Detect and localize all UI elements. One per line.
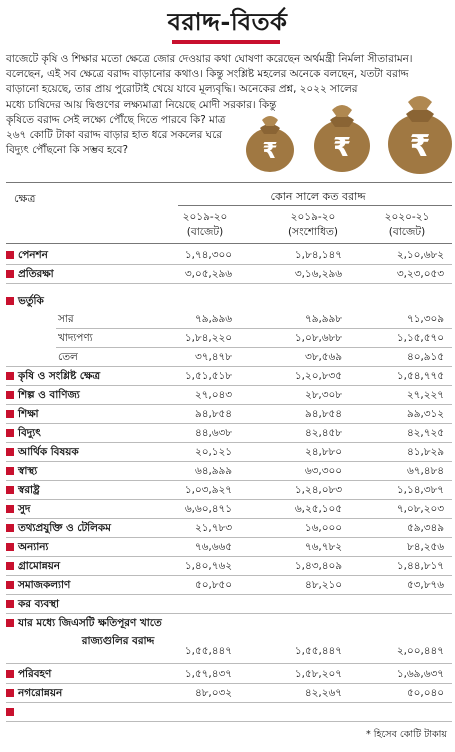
row-value: ৫০,০৪০	[406, 687, 444, 699]
row-value: ১,৪৪,৮১৭	[396, 560, 444, 572]
row-value: ১,৫৭,৪৩৭	[184, 668, 232, 680]
row-label: পরিবহণ	[18, 668, 52, 680]
row-value: ১,০৮,৬৮৮	[294, 332, 342, 344]
row-bullet	[6, 581, 14, 589]
row-value: ১,৮৪,১৪৭	[294, 249, 342, 261]
table-row	[0, 595, 455, 614]
row-value: ২৪,৮৮০	[304, 446, 342, 458]
row-bullet	[6, 251, 14, 259]
row-label: সার	[58, 313, 74, 325]
row-value: ৭৯,৯৯৮	[304, 313, 342, 325]
row-bullet	[6, 505, 14, 513]
row-value: ২০,১২১	[194, 446, 232, 458]
page-title: বরাদ্দ-বিতর্ক	[167, 7, 288, 36]
rupee-glyph: ₹	[332, 133, 352, 163]
row-label: খাদ্যপণ্য	[58, 332, 93, 344]
row-value: ৬৩,৩০০	[304, 465, 342, 477]
table-row	[0, 405, 455, 424]
row-value: ৫০,৮৫০	[194, 579, 232, 591]
row-bullet	[6, 562, 14, 570]
row-value: ১,৮৪,২২০	[184, 332, 232, 344]
row-value: ২৭,২২৭	[406, 389, 444, 401]
row-value: ৪২,৪৫৮	[304, 427, 342, 439]
intro-line: বাড়ানো হয়েছে, তার প্রায় পুরোটাই খেয়ে যাবে মূল্যবৃদ্ধি। অনেকের প্রশ্ন, ২০২২ সালের	[6, 83, 358, 96]
money-bag-icon	[312, 94, 372, 172]
row-bullet	[6, 689, 14, 697]
row-bullet	[6, 486, 14, 494]
allocation-group-header: কোন সালে কত বরাদ্দ	[270, 190, 366, 203]
row-label: সমাজকল্যাণ	[18, 579, 71, 591]
row-bullet	[6, 670, 14, 678]
table-row	[0, 386, 455, 405]
table-row	[0, 614, 455, 633]
table-row	[0, 265, 455, 284]
row-label: রাজ্যগুলির বরাদ্দ	[81, 635, 155, 647]
row-value: ৭৯,৯৯৬	[194, 313, 232, 325]
row-value: ৩,২৩,০৫৩	[396, 268, 444, 280]
row-value: ১,২৪,০৮৩	[294, 484, 342, 496]
row-value: ২,১০,৬৮২	[396, 249, 444, 261]
row-bullet	[6, 429, 14, 437]
row-value: ১,০৩,৯২৭	[184, 484, 232, 496]
row-value: ৩,১৬,২৯৬	[294, 268, 342, 280]
intro-line: কৃষিতে বরাদ্দ সেই লক্ষ্যে পৌঁছে দিতে পারবে কি? মাত্র	[6, 113, 226, 126]
column-year: ২০১৯-২০	[290, 211, 336, 223]
row-label: নগরোন্নয়ন	[18, 687, 63, 699]
column-year: ২০২০-২১	[384, 211, 430, 223]
intro-line: ২৬৭ কোটি টাকা বরাদ্দ বাড়ার হাত ধরে সকলের ঘরে	[6, 129, 222, 142]
table-row	[0, 538, 455, 557]
column-header	[160, 210, 250, 240]
row-value: ৫৩,৮৭৬	[406, 579, 444, 591]
row-value: ১,৭৪,৩০০	[184, 249, 232, 261]
row-value: ১,৪৩,৪০৯	[294, 560, 342, 572]
row-label: গ্রামোন্নয়ন	[18, 560, 61, 572]
row-label: আর্থিক বিষয়ক	[18, 446, 79, 458]
rupee-glyph: ₹	[409, 129, 431, 164]
row-bullet	[6, 410, 14, 418]
row-label: কর ব্যবস্থা	[18, 598, 60, 610]
row-bullet	[6, 600, 14, 608]
row-divider	[6, 721, 452, 722]
row-value: ৯৯,৩১২	[406, 408, 444, 420]
row-value: ৪২,৭২৫	[406, 427, 444, 439]
row-divider	[6, 663, 452, 664]
row-value: ৪৪,৬৩৮	[194, 427, 232, 439]
row-value: ১,৫৮,২০৭	[294, 668, 342, 680]
row-bullet	[6, 448, 14, 456]
row-value: ৭৬,৬৬৫	[194, 541, 232, 553]
table-row	[0, 481, 455, 500]
row-value: ৪৮,০৩২	[194, 687, 232, 699]
row-value: ২৮,৩০৮	[304, 389, 342, 401]
column-note: (বাজেট)	[388, 226, 426, 238]
row-value: ৭,০৮,২০৩	[396, 503, 444, 515]
table-row	[0, 367, 455, 386]
table-row	[0, 348, 455, 367]
table-row	[0, 519, 455, 538]
row-bullet	[6, 708, 14, 716]
row-value: ১,৬৯,৬৩৭	[396, 668, 444, 680]
intro-line: বলেছেন, এই সব ক্ষেত্রে বরাদ্দ বাড়ানোর কথাও। কিন্তু সংশ্লিষ্ট মহলের অনেকে বলছেন, যতটা বরাদ্দ	[6, 68, 409, 81]
row-label: অন্যান্য	[18, 541, 49, 553]
row-label: যার মধ্যে জিএসটি ক্ষতিপূরণ খাতে	[18, 617, 162, 629]
table-row	[0, 246, 455, 265]
table-top-rule	[6, 182, 452, 183]
row-values	[0, 642, 455, 661]
row-bullet	[6, 467, 14, 475]
row-value: ৯৪,৮৫৪	[304, 408, 342, 420]
row-value: ৬,৬০,৪৭১	[184, 503, 232, 515]
column-header	[268, 210, 358, 240]
row-bullet	[6, 524, 14, 532]
table-row	[0, 684, 455, 703]
row-label: তথ্যপ্রযুক্তি ও টেলিকম	[18, 522, 111, 534]
row-value: ৪০,৯১৫	[406, 351, 444, 363]
table-row	[0, 557, 455, 576]
group-header-rule	[178, 205, 452, 206]
table-row	[0, 329, 455, 348]
row-value: ১,২০,৮৩৫	[294, 370, 342, 382]
footnote: * হিসেব কোটি টাকায়	[366, 729, 447, 740]
row-value: ৭১,৩০৯	[406, 313, 444, 325]
row-value: ৬,২৫,১০৫	[294, 503, 342, 515]
money-bag-icon	[386, 84, 454, 174]
money-bag-icon	[244, 106, 296, 172]
column-year: ২০১৯-২০	[182, 211, 228, 223]
row-label: কৃষি ও সংশ্লিষ্ট ক্ষেত্র	[18, 370, 101, 382]
row-value: ২৭,০৪৩	[194, 389, 232, 401]
row-value: ৮৪,২৫৬	[406, 541, 444, 553]
table-row	[0, 310, 455, 329]
sector-header: ক্ষেত্র	[14, 192, 36, 205]
table-row	[0, 443, 455, 462]
money-bags-illustration	[240, 84, 454, 176]
row-value: ৪৮,২১০	[304, 579, 342, 591]
table-row	[0, 634, 455, 662]
column-header	[362, 210, 452, 240]
row-value: ৬৪,৯৯৯	[194, 465, 232, 477]
row-value: ১,৫৫,৪৪৭	[184, 645, 232, 657]
row-label: ভর্তুকি	[18, 295, 44, 307]
header-bottom-rule	[6, 243, 452, 244]
row-label: সুদ	[18, 503, 31, 515]
rupee-glyph: ₹	[262, 139, 278, 164]
row-value: ৯৪,৮৫৪	[194, 408, 232, 420]
row-label: পেনশন	[18, 249, 48, 261]
row-value: ১,৫১,৫১৮	[184, 370, 232, 382]
table-row	[0, 292, 455, 311]
row-bullet	[6, 270, 14, 278]
row-value: ১,৪০,৭৬২	[184, 560, 232, 572]
row-value: ১,১৫,৫৭০	[396, 332, 444, 344]
row-label: শিল্প ও বাণিজ্য	[18, 389, 80, 401]
intro-line: বাজেটে কৃষি ও শিক্ষার মতো ক্ষেত্রে জোর দেওয়ার কথা ঘোষণা করেছেন অর্থমন্ত্রী নির্মলা সীতারামন।	[6, 53, 413, 65]
intro-line: বিদ্যুৎ পৌঁছনো কি সম্ভব হবে?	[6, 144, 128, 157]
row-value: ৬৭,৪৮৪	[406, 465, 444, 477]
row-label: প্রতিরক্ষা	[18, 268, 54, 280]
table-row	[0, 462, 455, 481]
row-value: ৪১,৮২৯	[406, 446, 444, 458]
row-value: ৩৭,৪৭৮	[194, 351, 232, 363]
row-value: ৫৯,৩৪৯	[406, 522, 444, 534]
row-label: তেল	[58, 351, 78, 363]
row-value: ৭৬,৭৮২	[304, 541, 342, 553]
row-value: ১,১৪,৩৮৭	[396, 484, 444, 496]
row-value: ২,০০,৪৪৭	[396, 645, 444, 657]
row-bullet	[6, 391, 14, 399]
title-underline	[172, 40, 280, 44]
row-divider	[6, 283, 452, 284]
column-note: (সংশোধিত)	[288, 226, 338, 238]
row-bullet	[6, 372, 14, 380]
row-value: ২১,৭৮৩	[194, 522, 232, 534]
table-row	[0, 665, 455, 684]
row-bullet	[6, 297, 14, 305]
row-value: ৩,০৫,২৯৬	[184, 268, 232, 280]
row-label: স্বাস্থ্য	[18, 465, 38, 477]
intro-line: মধ্যে চাষিদের আয় দ্বিগুণের লক্ষ্যমাত্রা নিয়েছে মোদী সরকার। কিন্তু	[6, 98, 277, 111]
row-label: স্বরাষ্ট্র	[18, 484, 40, 496]
column-note: (বাজেট)	[186, 226, 224, 238]
table-row	[0, 500, 455, 519]
row-label: বিদ্যুৎ	[18, 427, 41, 439]
row-bullet	[6, 619, 14, 627]
row-bullet	[6, 543, 14, 551]
row-value: ১,৫৫,৪৪৭	[294, 645, 342, 657]
row-value: ৪২,২৬৭	[304, 687, 342, 699]
table-row	[0, 424, 455, 443]
row-value: ৩৮,৫৬৯	[304, 351, 342, 363]
row-value: ১,৫৪,৭৭৫	[396, 370, 444, 382]
row-value: ১৬,০০০	[304, 522, 342, 534]
row-label: শিক্ষা	[18, 408, 39, 420]
table-row	[0, 576, 455, 595]
table-row	[0, 703, 455, 722]
